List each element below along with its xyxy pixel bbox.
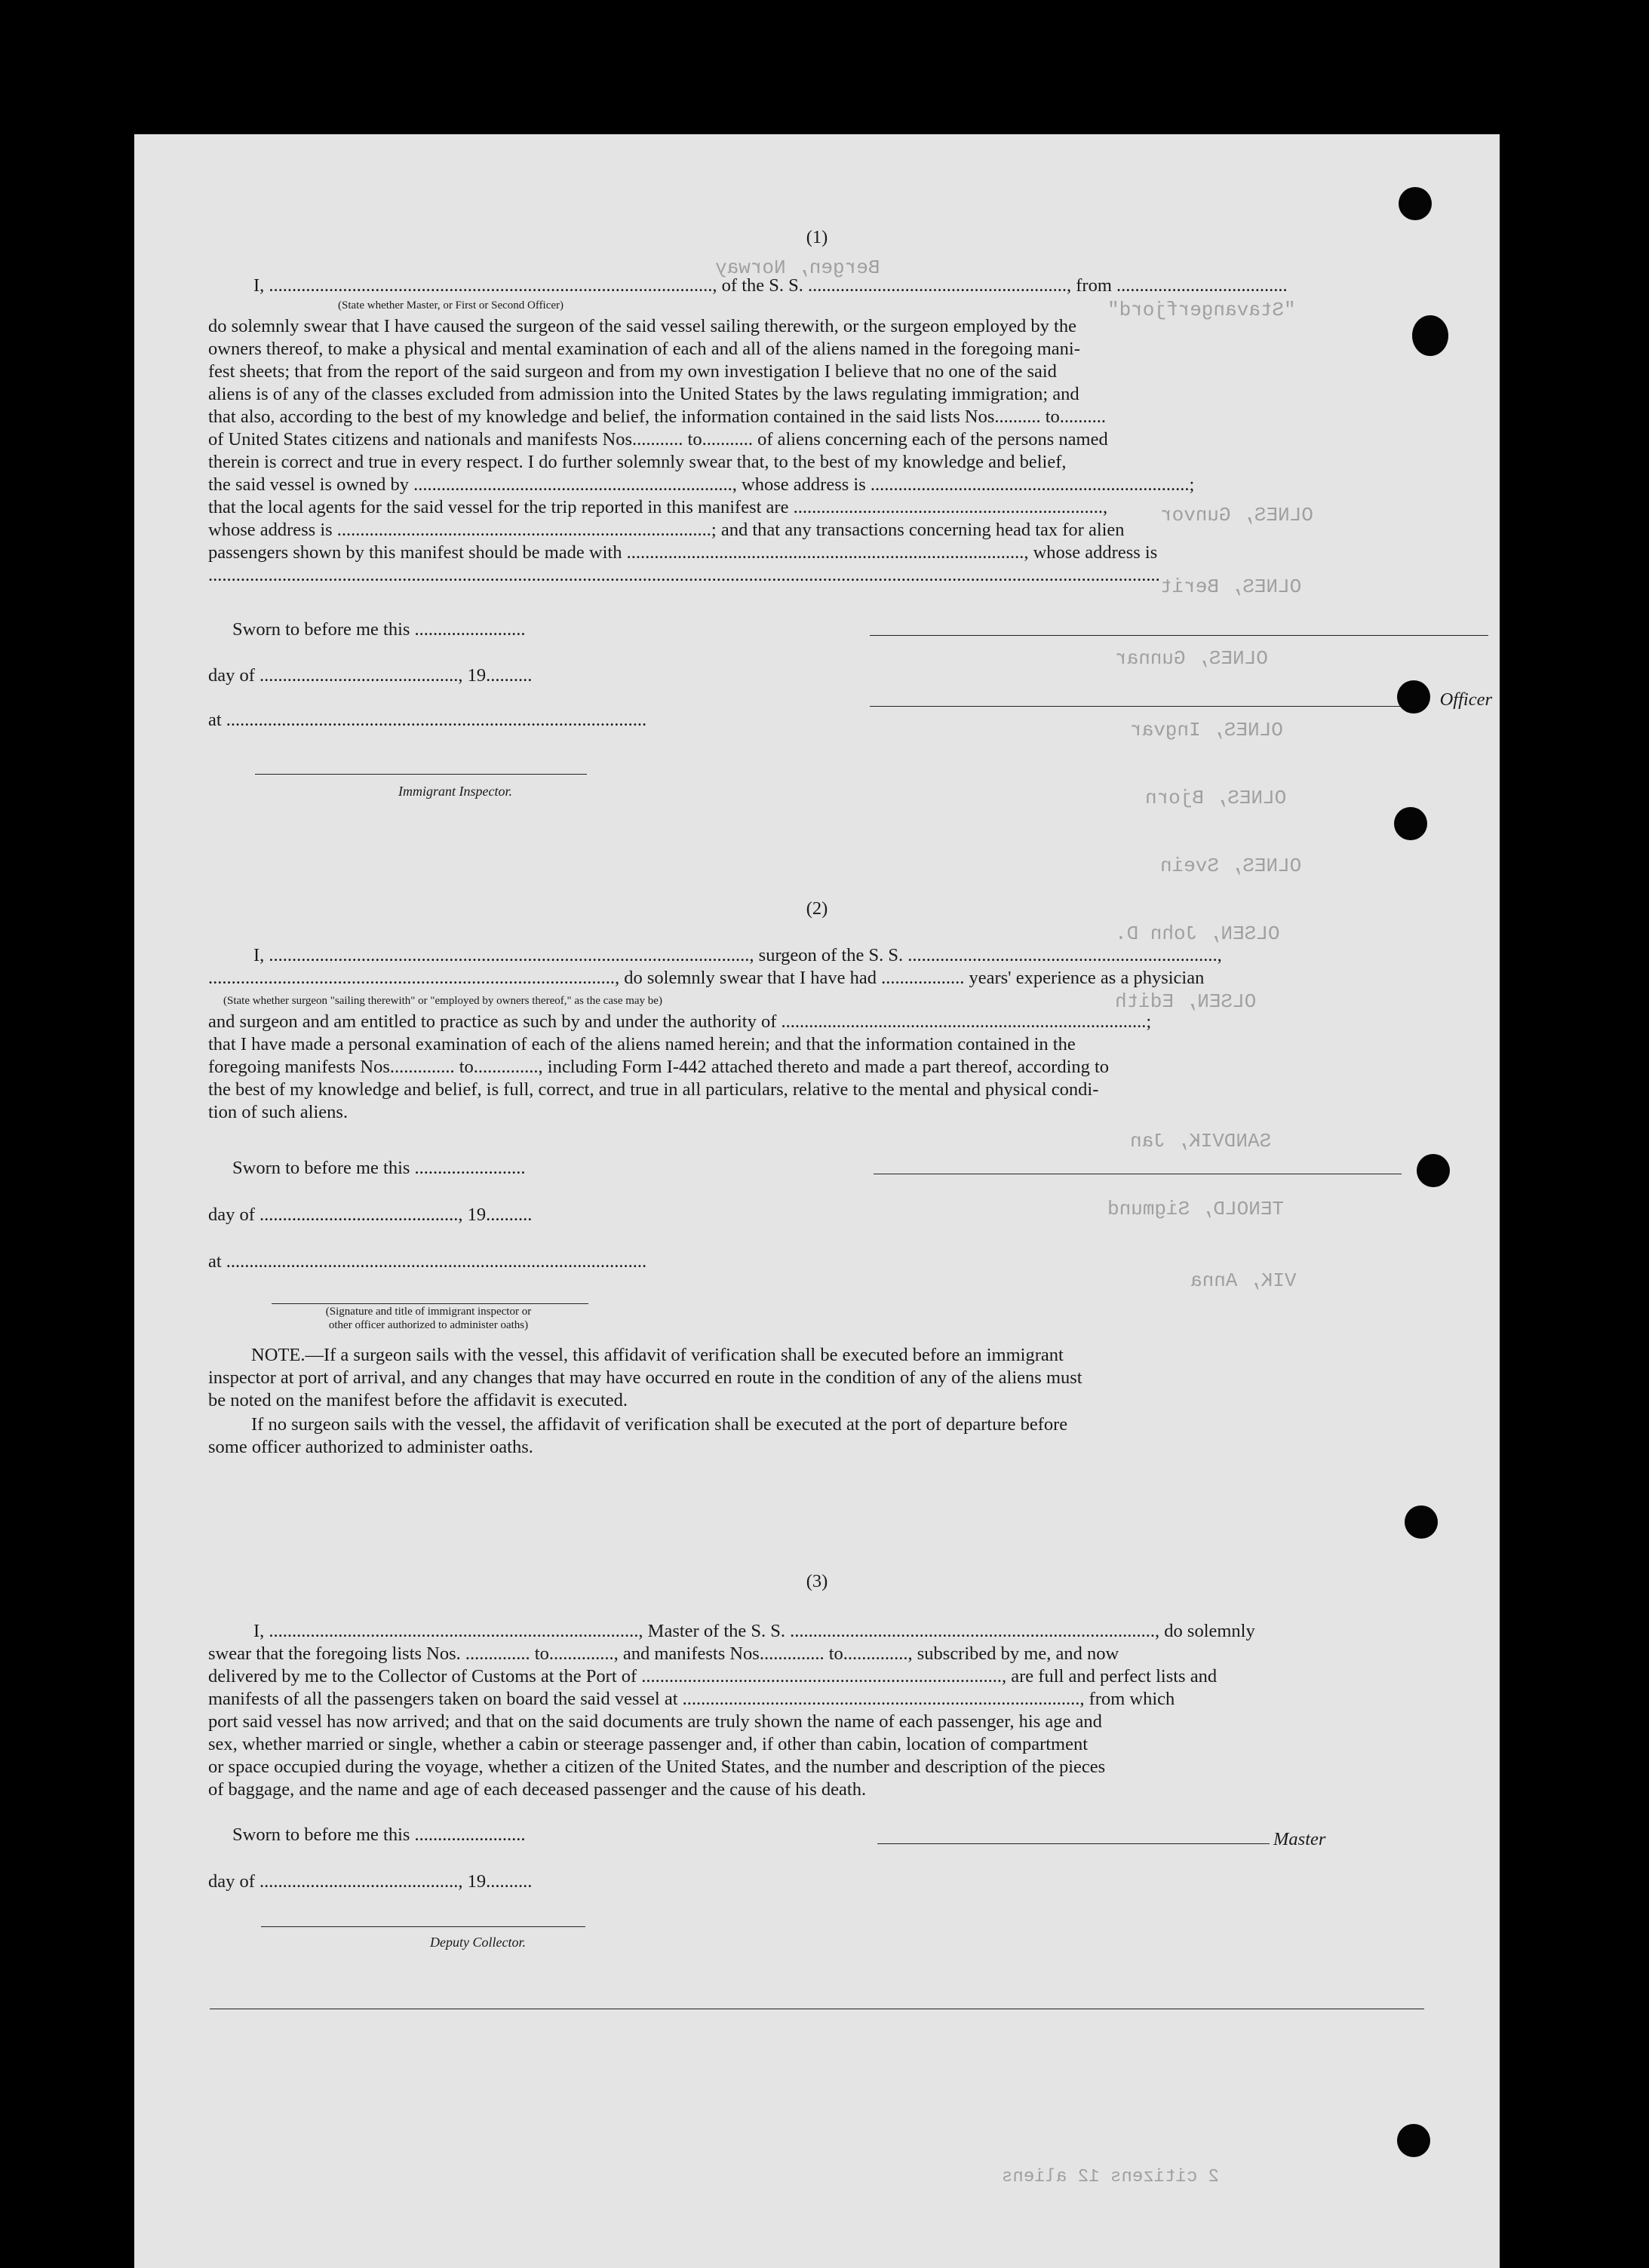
oath-line: I, ................................................................................................, of the S. S. ........................................................, from .....................................	[253, 275, 1288, 296]
oath-text: I, ................................................................................, Master of the S. S. ..............................................................................., do solemnly	[253, 1621, 1255, 1641]
note-text: If no surgeon sails with the vessel, the affidavit of verification shall be executed at the port of departure before	[251, 1414, 1068, 1435]
note-text: be noted on the manifest before the affidavit is executed.	[208, 1390, 628, 1410]
bleed-text: Bergen, Norway	[715, 256, 880, 279]
signature-note: other officer authorized to administer oaths)	[328, 1319, 529, 1331]
oath-text: tion of such aliens.	[208, 1102, 349, 1122]
bleed-text: OLSEN, John D.	[1115, 922, 1280, 945]
oath-line: I, ........................................................................................................, surgeon of the S. S. ...................................................................,	[253, 945, 1222, 965]
oath-text: of baggage, and the name and age of each deceased passenger and the cause of his death.	[208, 1779, 867, 1800]
note-text: some officer authorized to administer oaths.	[208, 1437, 533, 1457]
bleed-text: VIK, Anna	[1190, 1269, 1297, 1292]
note-text: inspector at port of arrival, and any changes that may have occurred en route in the condition of any of the aliens must	[208, 1367, 1082, 1388]
oath-text: that I have made a personal examination of each of the aliens named herein; and that the information contained in the	[208, 1034, 1076, 1054]
signature-line	[272, 1303, 588, 1304]
signature-note: (Signature and title of immigrant inspector or	[325, 1306, 532, 1318]
day-line: day of ..........................................., 19..........	[208, 1205, 533, 1225]
oath-text: swear that the foregoing lists Nos. .............. to.............., and manifests Nos.............. to.............., subscribed by me, and now	[208, 1643, 1119, 1664]
oath-text: manifests of all the passengers taken on board the said vessel at ......................................................................................, from which	[208, 1689, 1175, 1709]
officer-label: Officer	[1439, 689, 1492, 710]
oath-text: do solemnly swear that I have caused the surgeon of the said vessel sailing therewith, or the surgeon employed by the	[208, 316, 1076, 336]
punch-hole	[1405, 1505, 1438, 1539]
punch-hole	[1412, 315, 1448, 356]
day-line: day of ..........................................., 19..........	[208, 1871, 533, 1892]
oath-text: port said vessel has now arrived; and that on the said documents are truly shown the name of each passenger, his age and	[208, 1711, 1102, 1732]
oath-text: foregoing manifests Nos.............. to.............., including Form I-442 attached thereto and made a part thereof, according to	[208, 1057, 1110, 1077]
oath-text: owners thereof, to make a physical and mental examination of each and all of the aliens named in the foregoing mani-	[208, 339, 1080, 359]
day-line: day of ..........................................., 19..........	[208, 665, 533, 686]
field-note: (State whether surgeon "sailing therewith" or "employed by owners thereof," as the case may be)	[223, 995, 662, 1007]
oath-text: the said vessel is owned by ....................................................................., whose address is .....................................................................;	[208, 474, 1195, 495]
bleed-text: OLNES, Ingvar	[1130, 719, 1283, 741]
bleed-text: 2 citizens 12 aliens	[1002, 2167, 1220, 2187]
bleed-text: OLNES, Svein	[1160, 855, 1302, 877]
punch-hole	[1397, 2124, 1430, 2157]
sworn-line: Sworn to before me this ........................	[232, 619, 526, 640]
bleed-text: "Stavangerfjord"	[1107, 299, 1296, 321]
bleed-text: OLNES, Berit	[1160, 575, 1302, 598]
oath-line: ........................................................................................, do solemnly swear that I have had .................. years' experience as a physician	[208, 968, 1205, 988]
signature-line	[255, 774, 587, 775]
oath-text: therein is correct and true in every respect. I do further solemnly swear that, to the best of my knowledge and belief,	[208, 452, 1067, 472]
signature-line	[870, 706, 1413, 707]
oath-text: or space occupied during the voyage, whether a citizen of the United States, and the number and description of the pieces	[208, 1757, 1106, 1777]
bleed-text: OLSEN, Edith	[1115, 990, 1257, 1013]
punch-hole	[1417, 1154, 1450, 1187]
signature-line	[870, 635, 1488, 636]
oath-text: of United States citizens and nationals and manifests Nos........... to........... of aliens concerning each of the persons named	[208, 429, 1108, 450]
oath-text: the best of my knowledge and belief, is full, correct, and true in all particulars, relative to the mental and physical condi-	[208, 1079, 1099, 1100]
oath-text: passengers shown by this manifest should be made with ......................................................................................, whose address is	[208, 542, 1158, 563]
bleed-text: OLNES, Bjorn	[1145, 787, 1287, 809]
oath-text: ..............................................................................................................................................................................................................	[208, 565, 1160, 585]
signature-line	[261, 1926, 585, 1927]
oath-text: that the local agents for the said vessel for the trip reported in this manifest are ...................................................................,	[208, 497, 1108, 517]
manifest-page	[134, 134, 1500, 2268]
oath-text: delivered by me to the Collector of Customs at the Port of .............................................................................., are full and perfect lists and	[208, 1666, 1218, 1686]
signature-line	[877, 1843, 1270, 1844]
oath-text: whose address is .................................................................................; and that any transactions concerning head tax for alien	[208, 520, 1125, 540]
oath-text: aliens is of any of the classes excluded from admission into the United States by the laws regulating immigration; and	[208, 384, 1079, 404]
oath-text: that also, according to the best of my knowledge and belief, the information contained in the said lists Nos.......... to..........	[208, 407, 1107, 427]
oath-text: sex, whether married or single, whether a cabin or steerage passenger and, if other than cabin, location of compartment	[208, 1734, 1089, 1754]
bleed-text: TENOLD, Sigmund	[1107, 1198, 1285, 1220]
collector-label: Deputy Collector.	[430, 1935, 526, 1950]
punch-hole	[1399, 187, 1432, 220]
inspector-label: Immigrant Inspector.	[398, 784, 512, 799]
section-number: (2)	[806, 898, 828, 919]
at-line: at ...........................................................................................	[208, 710, 647, 730]
master-label: Master	[1273, 1829, 1326, 1849]
bleed-text: OLNES, Gunvor	[1160, 504, 1313, 526]
punch-hole	[1397, 680, 1430, 714]
section-number: (3)	[806, 1571, 828, 1591]
bleed-text: OLNES, Gunnar	[1115, 647, 1268, 670]
punch-hole	[1394, 807, 1427, 840]
sworn-line: Sworn to before me this ........................	[232, 1158, 526, 1178]
field-note: (State whether Master, or First or Second Officer)	[338, 299, 564, 312]
oath-text: and surgeon and am entitled to practice as such by and under the authority of ...............................................................................;	[208, 1011, 1152, 1032]
oath-text: fest sheets; that from the report of the said surgeon and from my own investigation I believe that no one of the said	[208, 361, 1057, 382]
section-number: (1)	[806, 227, 828, 247]
at-line: at ...........................................................................................	[208, 1251, 647, 1272]
sworn-line: Sworn to before me this ........................	[232, 1825, 526, 1845]
note-text: NOTE.—If a surgeon sails with the vessel, this affidavit of verification shall be executed before an immigrant	[251, 1345, 1064, 1365]
bleed-text: SANDVIK, Jan	[1130, 1130, 1272, 1152]
